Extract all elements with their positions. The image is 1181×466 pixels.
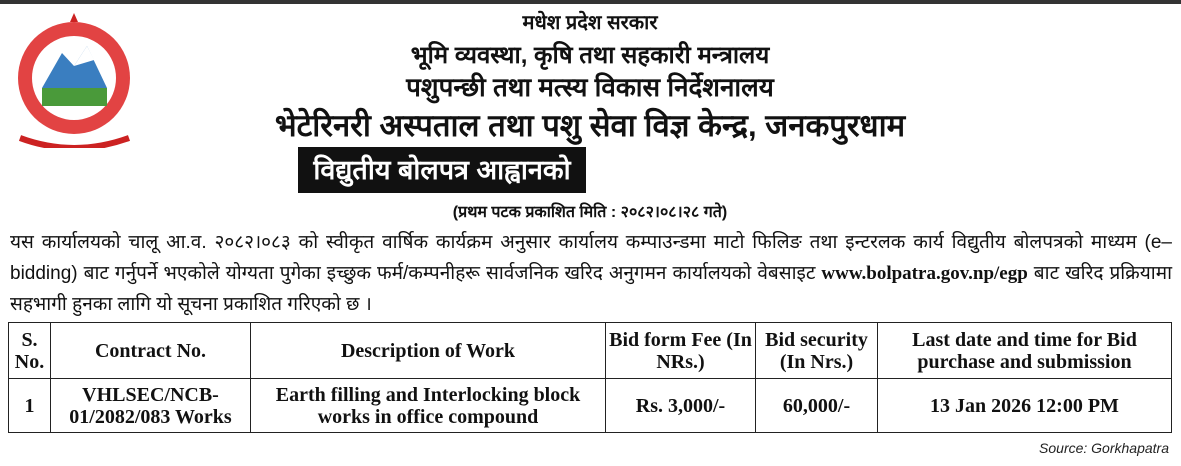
government-emblem-logo — [12, 8, 137, 148]
col-description: Description of Work — [251, 323, 606, 379]
table-row — [9, 379, 1172, 433]
notice-body — [10, 227, 1172, 320]
office-name: भेटेरिनरी अस्पताल तथा पशु सेवा विज्ञ केन्द्र, जनकपुरधाम — [274, 108, 906, 143]
cell-bid-fee: Rs. 3,000/- — [606, 379, 756, 433]
cell-description: Earth filling and Interlocking block works in office compound — [251, 379, 606, 433]
cell-contract: VHLSEC/NCB-01/2082/083 Works — [51, 379, 251, 433]
cell-last-date: 13 Jan 2026 12:00 PM — [878, 379, 1172, 433]
table-header-row — [9, 323, 1172, 379]
ministry-name: भूमि व्यवस्था, कृषि तथा सहकारी मन्त्रालय — [410, 42, 770, 69]
website-link[interactable]: www.bolpatra.gov.np/egp — [821, 263, 1028, 284]
body-text-1: यस कार्यालयको चालू आ.व. २०८२।०८३ को स्वीकृत वार्षिक कार्यक्रम अनुसार कार्यालय कम्पाउन्डमा माटो फिलिङ तथा इन्टरलक कार्य विद्युतीय बोलपत्रको माध्यम (e–bidding) बाट गर्नुपर्ने भएकोले योग्यता पुगेका इच्छुक फर्म/कम्पनीहरू सार्वजनिक खरिद अनुगमन कार्यालयको वेबसाइट — [10, 232, 1172, 284]
bid-table — [8, 322, 1172, 433]
cell-bid-security: 60,000/- — [756, 379, 878, 433]
col-contract: Contract No. — [51, 323, 251, 379]
col-sno: S. No. — [9, 323, 51, 379]
col-bid-fee: Bid form Fee (In NRs.) — [606, 323, 756, 379]
col-last-date: Last date and time for Bid purchase and submission — [878, 323, 1172, 379]
col-bid-security: Bid security (In Nrs.) — [756, 323, 878, 379]
source-credit: Source: Gorkhapatra — [1039, 440, 1169, 456]
notice-title: विद्युतीय बोलपत्र आह्वानको सूचना — [298, 147, 586, 193]
top-rule — [0, 0, 1181, 4]
publish-date: (प्रथम पटक प्रकाशित मिति : २०८२।०८।२८ गते) — [452, 204, 728, 221]
government-name: मधेश प्रदेश सरकार — [522, 12, 658, 34]
directorate-name: पशुपन्छी तथा मत्स्य विकास निर्देशनालय — [406, 72, 774, 102]
cell-sno: 1 — [9, 379, 51, 433]
body-text-2: बाट खरिद प्रक्रियामा सहभागी हुनका लागि यो सूचना प्रकाशित गरिएको छ । — [10, 263, 1172, 315]
